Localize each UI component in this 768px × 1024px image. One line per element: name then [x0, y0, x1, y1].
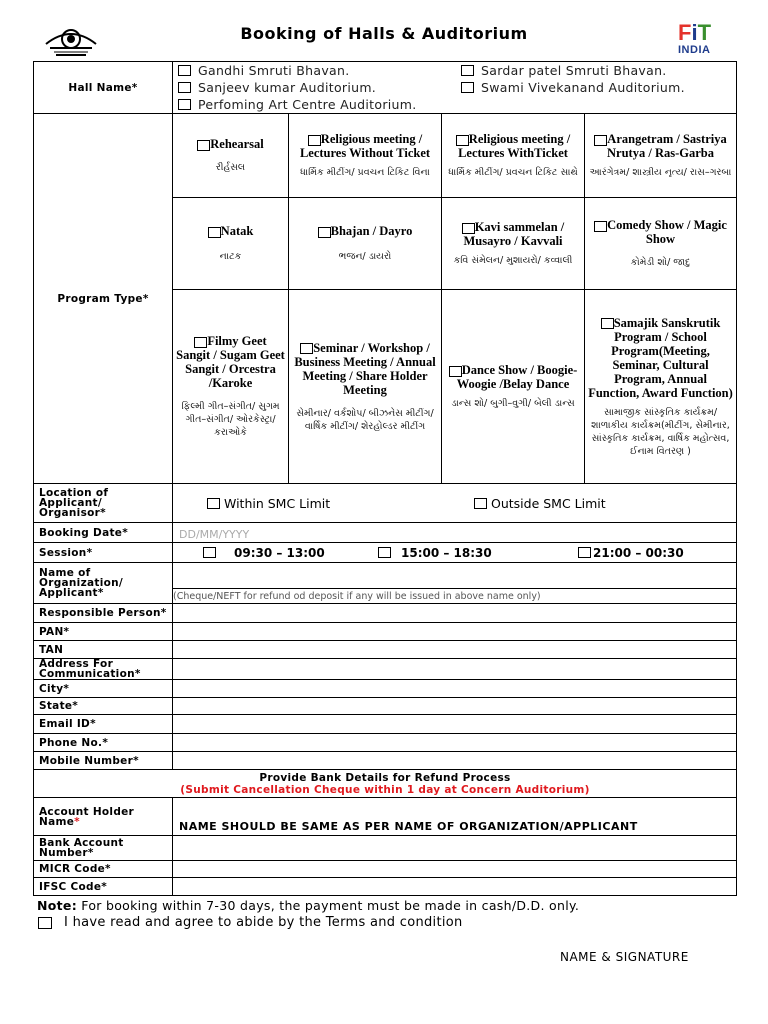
booking-date-row	[34, 523, 737, 543]
email-label: Email ID*	[34, 715, 173, 734]
checkbox[interactable]	[462, 223, 475, 234]
checkbox[interactable]	[308, 135, 321, 146]
form-header	[0, 0, 768, 60]
program-option-arangetram[interactable]: Arangetram / Sastriya Nrutya / Ras-Garba આરંગેત્રમ/ શાસ્ત્રીય નૃત્ય/ રાસ–ગરબા	[585, 114, 737, 198]
terms-agreement[interactable]: I have read and agree to abide by the Terms and condition	[38, 915, 463, 930]
hall-option-sanjeev[interactable]: Sanjeev kumar Auditorium.	[178, 79, 461, 96]
hall-label: Hall Name*	[34, 62, 173, 114]
ifsc-label: IFSC Code*	[34, 878, 173, 896]
checkbox[interactable]	[207, 498, 220, 509]
email-field[interactable]	[173, 715, 737, 734]
program-row-1	[34, 114, 737, 198]
program-option-rehearsal[interactable]: Rehearsal રીર્હસલ	[173, 114, 289, 198]
mobile-field[interactable]	[173, 752, 737, 770]
checkbox[interactable]	[178, 99, 191, 110]
location-outside-smc[interactable]: Outside SMC Limit	[474, 496, 606, 511]
program-option-kavi-sammelan[interactable]: Kavi sammelan / Musayro / Kavvali કવિ સંમેલન/ મુશાયરો/ કવ્વાલી	[442, 198, 585, 290]
program-option-filmy-geet[interactable]: Filmy Geet Sangit / Sugam Geet Sangit / Orcestra /Karoke ફિલ્મી ગીત–સંગીત/ સુગમ ગીત–સંગીત/ ઓરકેસ્ટ્રા/ કરાઓકે	[173, 290, 289, 484]
checkbox[interactable]	[578, 547, 591, 558]
organization-label: Name of Organization/ Applicant*	[34, 563, 173, 604]
checkbox[interactable]	[300, 343, 313, 354]
state-field[interactable]	[173, 698, 737, 715]
checkbox[interactable]	[474, 498, 487, 509]
checkbox[interactable]	[378, 547, 391, 558]
program-option-comedy-show[interactable]: Comedy Show / Magic Show કોમેડી શો/ જાદુ	[585, 198, 737, 290]
checkbox[interactable]	[178, 82, 191, 93]
mobile-label: Mobile Number*	[34, 752, 173, 770]
checkbox[interactable]	[178, 65, 191, 76]
organization-hint: (Cheque/NEFT for refund od deposit if any will be issued in above name only)	[173, 589, 737, 604]
checkbox[interactable]	[197, 140, 210, 151]
checkbox[interactable]	[38, 917, 52, 929]
tan-field[interactable]	[173, 641, 737, 659]
checkbox[interactable]	[594, 135, 607, 146]
hall-option-sardar[interactable]: Sardar patel Smruti Bhavan.	[461, 62, 685, 79]
session-option-afternoon[interactable]: 15:00 – 18:30	[378, 546, 578, 560]
bank-subtitle: (Submit Cancellation Cheque within 1 day at Concern Auditorium)	[180, 783, 590, 796]
checkbox[interactable]	[194, 337, 207, 348]
hall-row	[34, 62, 737, 114]
checkbox[interactable]	[594, 221, 607, 232]
pan-label: PAN*	[34, 623, 173, 641]
city-field[interactable]	[173, 680, 737, 698]
booking-date-label: Booking Date*	[34, 523, 173, 543]
program-option-religious-with-ticket[interactable]: Religious meeting / Lectures WithTicket ધાર્મિક મીટીંગ/ પ્રવચન ટિકિટ સાથે	[442, 114, 585, 198]
program-option-natak[interactable]: Natak નાટક	[173, 198, 289, 290]
page-title: Booking of Halls & Auditorium	[240, 24, 528, 43]
program-option-samajik[interactable]: Samajik Sanskrutik Program / School Program(Meeting, Seminar, Cultural Program, Annual Function, Award Function) સામાજીક સાંસ્કૃતિક કાર્યક્રમ/ શાળાકીય કાર્યક્રમ(મીટીંગ, સેમીનાર, સાંસ્કૃતિક કાર્યક્રમ, વાર્ષિક મહોત્સવ, ઈનામ વિતરણ )	[585, 290, 737, 484]
session-option-night[interactable]: 21:00 – 00:30	[578, 546, 684, 560]
location-within-smc[interactable]: Within SMC Limit	[207, 496, 474, 511]
checkbox[interactable]	[203, 547, 216, 558]
account-holder-label: Account Holder Name*	[34, 798, 173, 836]
state-label: State*	[34, 698, 173, 715]
address-field[interactable]	[173, 659, 737, 680]
booking-form-table	[33, 61, 737, 896]
program-option-bhajan[interactable]: Bhajan / Dayro ભજન/ ડાયરો	[289, 198, 442, 290]
session-label: Session*	[34, 543, 173, 563]
session-row	[34, 543, 737, 563]
checkbox[interactable]	[461, 82, 474, 93]
responsible-person-field[interactable]	[173, 604, 737, 623]
hall-option-swami[interactable]: Swami Vivekanand Auditorium.	[461, 79, 685, 96]
tan-label: TAN	[34, 641, 173, 659]
bank-title: Provide Bank Details for Refund Process	[259, 771, 511, 784]
program-type-label: Program Type*	[34, 114, 173, 484]
organization-field[interactable]	[173, 563, 737, 589]
checkbox[interactable]	[461, 65, 474, 76]
hall-option-performing-art[interactable]: Perfoming Art Centre Auditorium.	[178, 96, 461, 113]
program-option-seminar[interactable]: Seminar / Workshop / Business Meeting / Annual Meeting / Share Holder Meeting સેમીનાર/ વર્કશોપ/ બીઝનેસ મીટીંગ/ વાર્ષિક મીટીંગ/ શેરહોલ્ડર મીટીંગ	[289, 290, 442, 484]
bank-account-label: Bank Account Number*	[34, 836, 173, 861]
hall-option-gandhi[interactable]: Gandhi Smruti Bhavan.	[178, 62, 461, 79]
micr-field[interactable]	[173, 861, 737, 878]
checkbox[interactable]	[601, 318, 614, 329]
footer-note: Note: For booking within 7-30 days, the payment must be made in cash/D.D. only.	[37, 898, 580, 913]
program-option-dance-show[interactable]: Dance Show / Boogie- Woogie /Belay Dance ડાન્સ શો/ બુગી–વુગી/ બેલી ડાન્સ	[442, 290, 585, 484]
checkbox[interactable]	[208, 227, 221, 238]
account-holder-row	[34, 798, 737, 836]
city-label: City*	[34, 680, 173, 698]
session-option-morning[interactable]: 09:30 – 13:00	[203, 546, 378, 560]
checkbox[interactable]	[318, 227, 331, 238]
program-option-religious-without-ticket[interactable]: Religious meeting / Lectures Without Ticket ધાર્મિક મીટીંગ/ પ્રવચન ટિકિટ વિના	[289, 114, 442, 198]
location-row	[34, 484, 737, 523]
phone-label: Phone No.*	[34, 734, 173, 752]
checkbox[interactable]	[456, 135, 469, 146]
booking-date-field[interactable]: DD/MM/YYYY	[179, 528, 250, 541]
ifsc-field[interactable]	[173, 878, 737, 896]
bank-header-row	[34, 770, 737, 798]
checkbox[interactable]	[449, 366, 462, 377]
address-label: Address For Communication*	[34, 659, 173, 680]
pan-field[interactable]	[173, 623, 737, 641]
organization-row-top	[34, 563, 737, 589]
account-holder-note: NAME SHOULD BE SAME AS PER NAME OF ORGANIZATION/APPLICANT	[179, 820, 638, 833]
responsible-person-label: Responsible Person*	[34, 604, 173, 623]
bank-account-field[interactable]	[173, 836, 737, 861]
signature-label: NAME & SIGNATURE	[560, 950, 689, 964]
phone-field[interactable]	[173, 734, 737, 752]
micr-label: MICR Code*	[34, 861, 173, 878]
location-label: Location of Applicant/ Organisor*	[34, 484, 173, 523]
fit-india-logo: FiT INDIA	[678, 20, 712, 56]
